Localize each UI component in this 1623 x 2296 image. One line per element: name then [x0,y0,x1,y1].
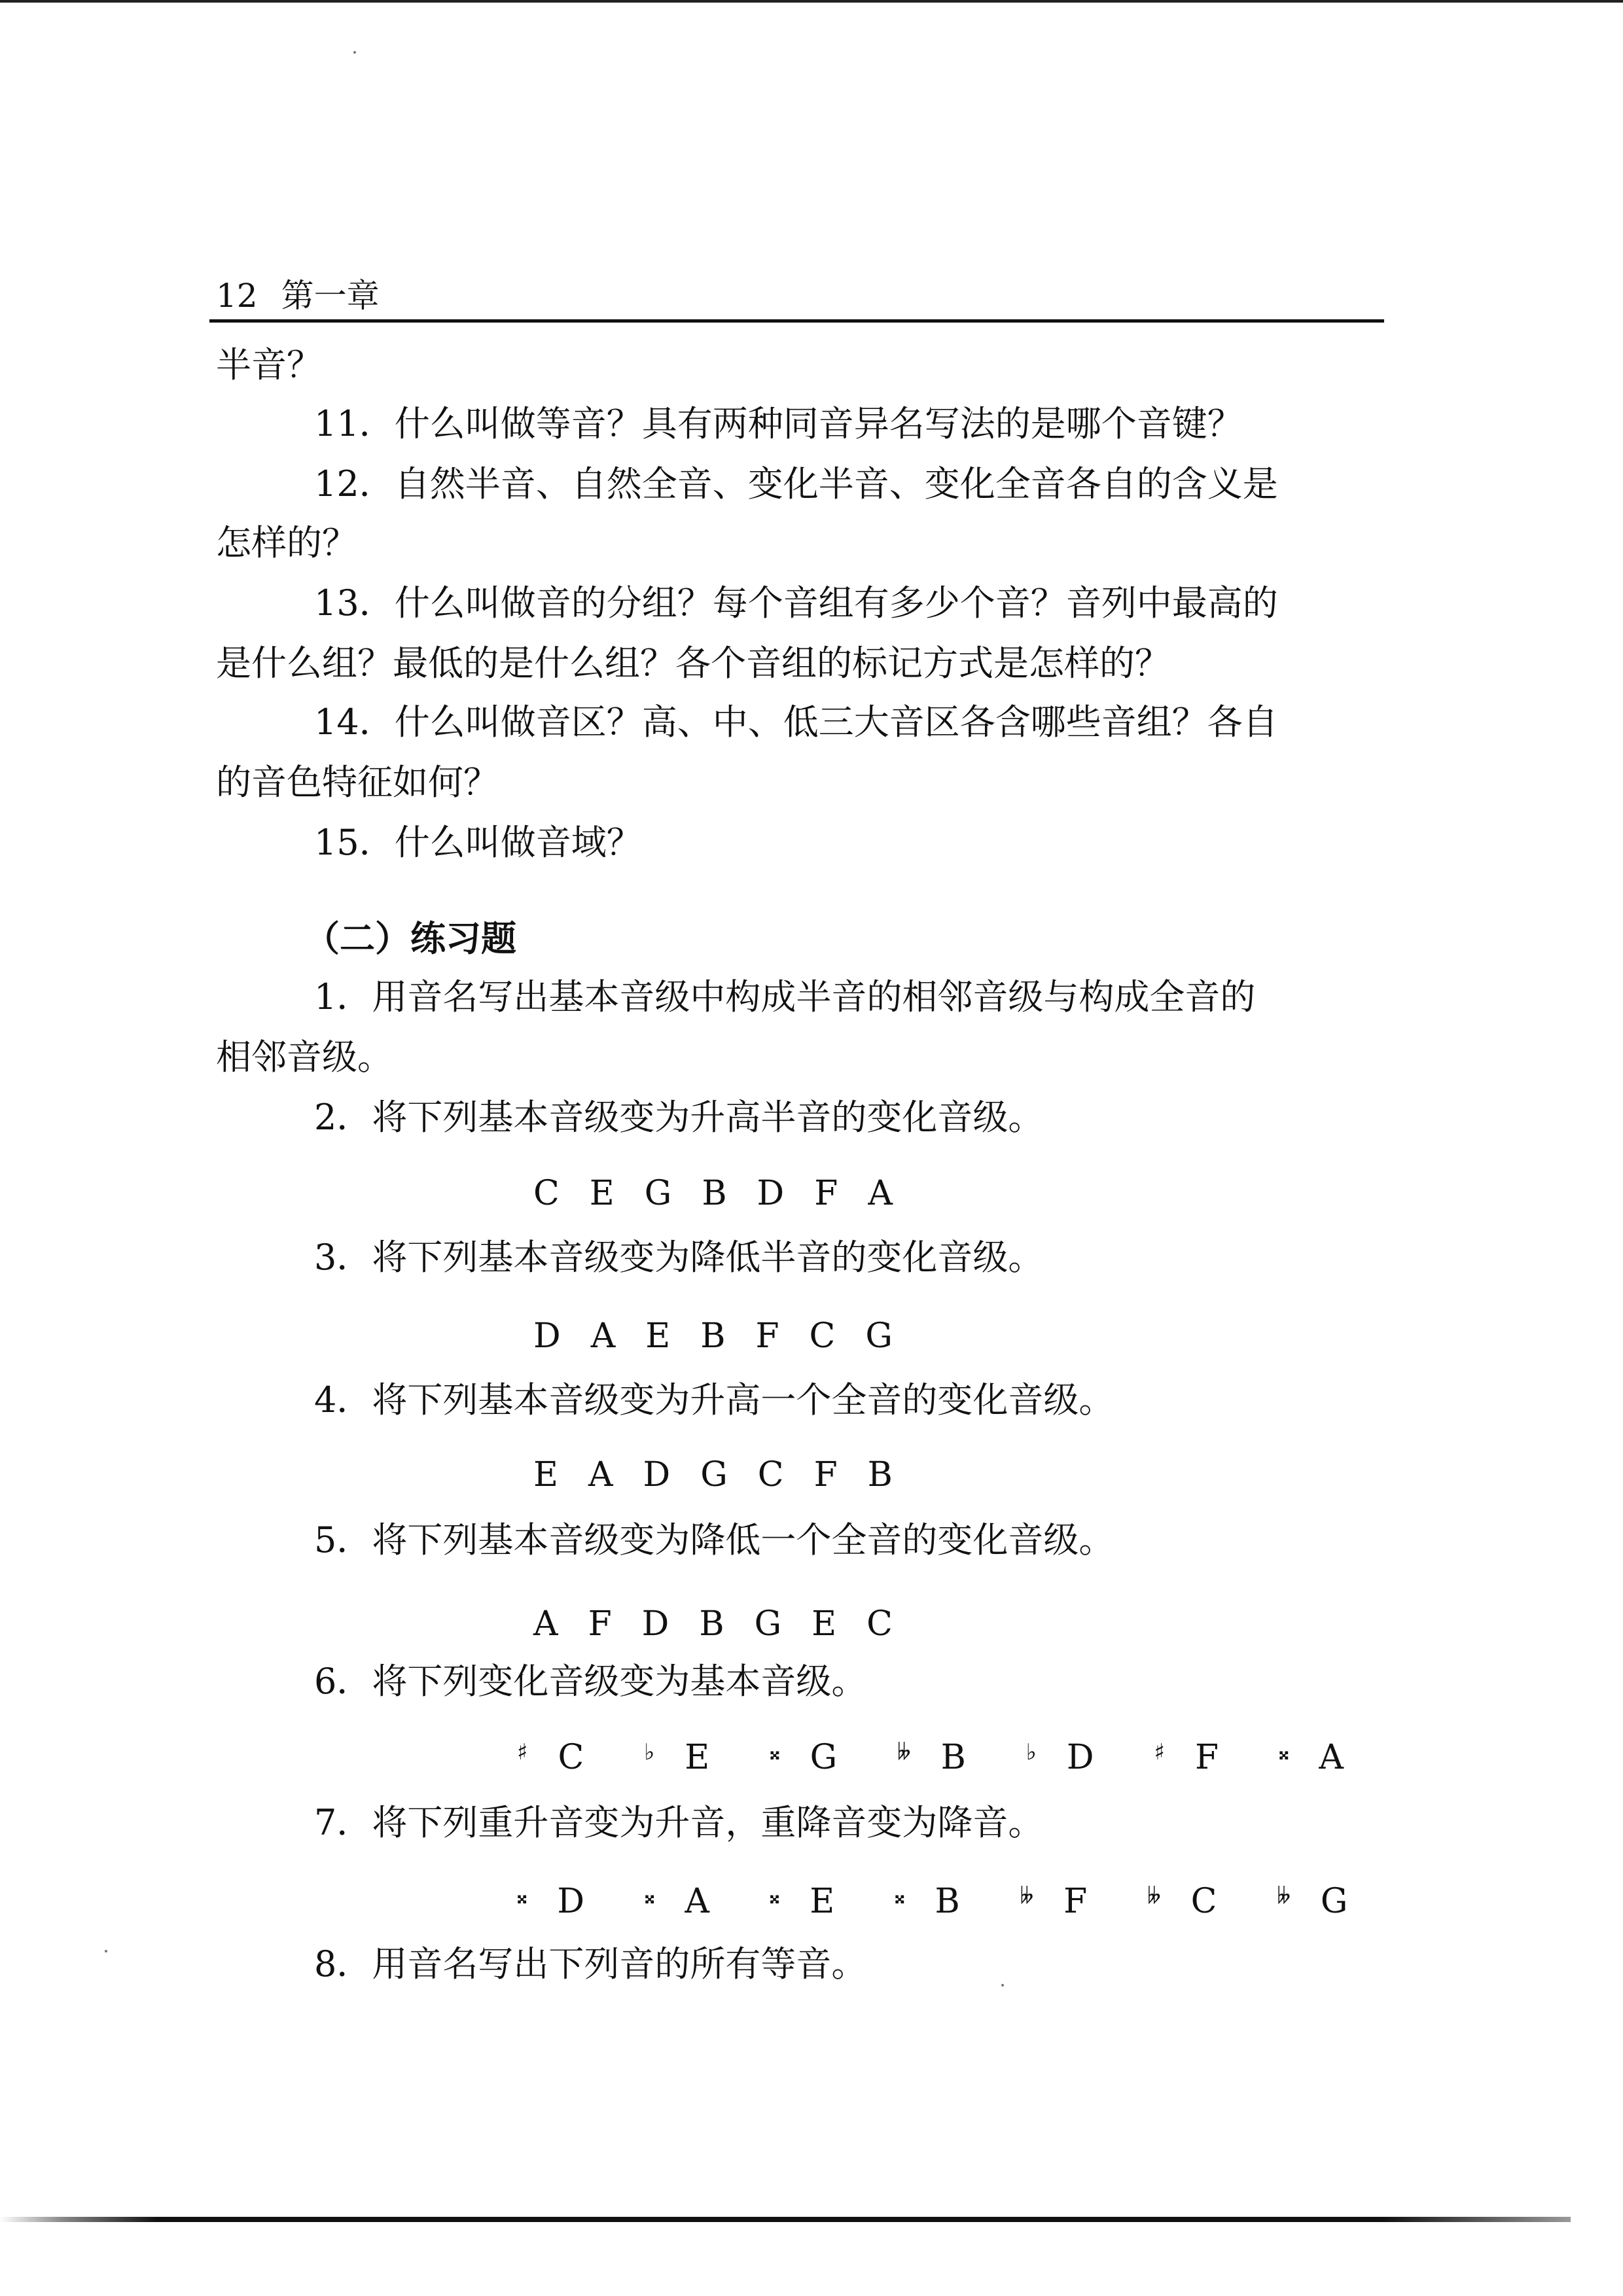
scan-edge-bottom-rule [0,2217,1571,2222]
note-name: C [809,1316,836,1356]
note-name: E [812,1604,837,1644]
altered-note: 𝄪 A [645,1870,740,1928]
note-name: B [699,1604,724,1644]
note-name: E [645,1316,671,1356]
flat-icon: ♭ [644,1739,655,1765]
altered-note: 𝄫 C [1147,1870,1247,1928]
exercise-4-notes [533,1449,923,1501]
note-name: F [588,1604,612,1644]
altered-note: 𝄪 D [517,1870,615,1928]
exercise-5: 5．将下列基本音级变为降低一个全音的变化音级。 [314,1519,1115,1561]
section-title-exercises: （二）练习题 [304,917,516,959]
exercise-7: 7．将下列重升音变为升音，重降音变为降音。 [314,1802,1044,1843]
scan-speck [1001,1984,1004,1987]
header-rule [209,319,1384,323]
flat-icon: ♭ [1026,1739,1037,1765]
double-flat-icon: 𝄫 [1277,1883,1291,1909]
altered-note: ♭ D [1026,1726,1124,1784]
scan-speck [105,1950,107,1952]
altered-note: 𝄫 G [1277,1870,1378,1928]
double-flat-icon: 𝄫 [1020,1883,1034,1909]
note-name: E [589,1174,615,1213]
note-name: E [533,1455,558,1494]
note-name: D [757,1174,785,1213]
question-14-line1: 14．什么叫做音区？高、中、低三大音区各含哪些音组？各自 [314,701,1278,743]
altered-note: ♯ C [517,1726,614,1784]
chapter-title: 第一章 [281,277,380,315]
altered-note: 𝄪 B [895,1870,990,1928]
note-name: D [643,1455,671,1494]
exercise-5-notes [533,1598,923,1650]
running-header [216,270,1381,322]
note-name: F [813,1455,838,1494]
note-name: F [814,1174,838,1213]
altered-note: 𝄪 A [1279,1726,1374,1784]
double-sharp-icon: 𝄪 [769,1883,780,1909]
question-12-line1: 12．自然半音、自然全音、变化半音、变化全音各自的含义是 [314,463,1278,504]
exercise-6-notes [517,1726,1404,1784]
double-flat-icon: 𝄫 [1147,1883,1161,1909]
double-sharp-icon: 𝄪 [895,1883,905,1909]
double-sharp-icon: 𝄪 [645,1883,655,1909]
note-name: C [757,1455,784,1494]
exercise-2: 2．将下列基本音级变为升高半音的变化音级。 [314,1097,1044,1138]
scan-speck [353,51,356,54]
altered-note: 𝄫 B [897,1726,996,1784]
altered-note: ♯ F [1154,1726,1249,1784]
note-name: G [644,1174,672,1213]
altered-note: 𝄫 F [1020,1870,1118,1928]
exercise-2-notes [533,1167,923,1220]
double-sharp-icon: 𝄪 [517,1883,527,1909]
double-sharp-icon: 𝄪 [1279,1739,1289,1765]
question-13-line1: 13．什么叫做音的分组？每个音组有多少个音？音列中最高的 [314,582,1278,624]
sharp-icon: ♯ [517,1739,528,1765]
altered-note: 𝄪 E [770,1870,865,1928]
note-name: A [588,1455,613,1494]
question-11: 11．什么叫做等音？具有两种同音异名写法的是哪个音键？ [314,403,1243,444]
note-name: G [865,1316,893,1356]
page-number: 12 [216,277,258,315]
note-name: G [700,1455,728,1494]
note-name: B [702,1174,727,1213]
exercise-1-line2: 相邻音级。 [216,1036,393,1078]
exercise-7-notes [517,1870,1408,1928]
exercise-3: 3．将下列基本音级变为降低半音的变化音级。 [314,1237,1044,1278]
sharp-icon: ♯ [1154,1739,1165,1765]
note-name: A [868,1174,893,1213]
double-sharp-icon: 𝄪 [770,1739,780,1765]
note-name: D [533,1316,561,1356]
exercise-4: 4．将下列基本音级变为升高一个全音的变化音级。 [314,1379,1115,1421]
altered-note: ♭ E [644,1726,740,1784]
question-14-line2: 的音色特征如何？ [216,762,499,803]
note-name: A [533,1604,558,1644]
note-name: G [754,1604,782,1644]
question-13-line2: 是什么组？最低的是什么组？各个音组的标记方式是怎样的？ [216,643,1170,684]
note-name: F [755,1316,779,1356]
exercise-8: 8．用音名写出下列音的所有等音。 [314,1943,867,1985]
note-name: D [641,1604,669,1644]
note-name: A [590,1316,616,1356]
note-name: C [533,1174,560,1213]
question-15: 15．什么叫做音域？ [314,822,642,863]
scan-edge-top [0,0,1623,3]
exercise-1-line1: 1．用音名写出基本音级中构成半音的相邻音级与构成全音的 [314,976,1256,1017]
note-name: C [866,1604,893,1644]
exercise-3-notes [533,1310,923,1362]
double-flat-icon: 𝄫 [897,1739,911,1765]
note-name: B [700,1316,726,1356]
question-10-end: 半音？ [216,344,322,385]
exercise-6: 6．将下列变化音级变为基本音级。 [314,1661,867,1702]
altered-note: 𝄪 G [770,1726,867,1784]
note-name: B [867,1455,893,1494]
question-12-line2: 怎样的？ [216,522,357,563]
